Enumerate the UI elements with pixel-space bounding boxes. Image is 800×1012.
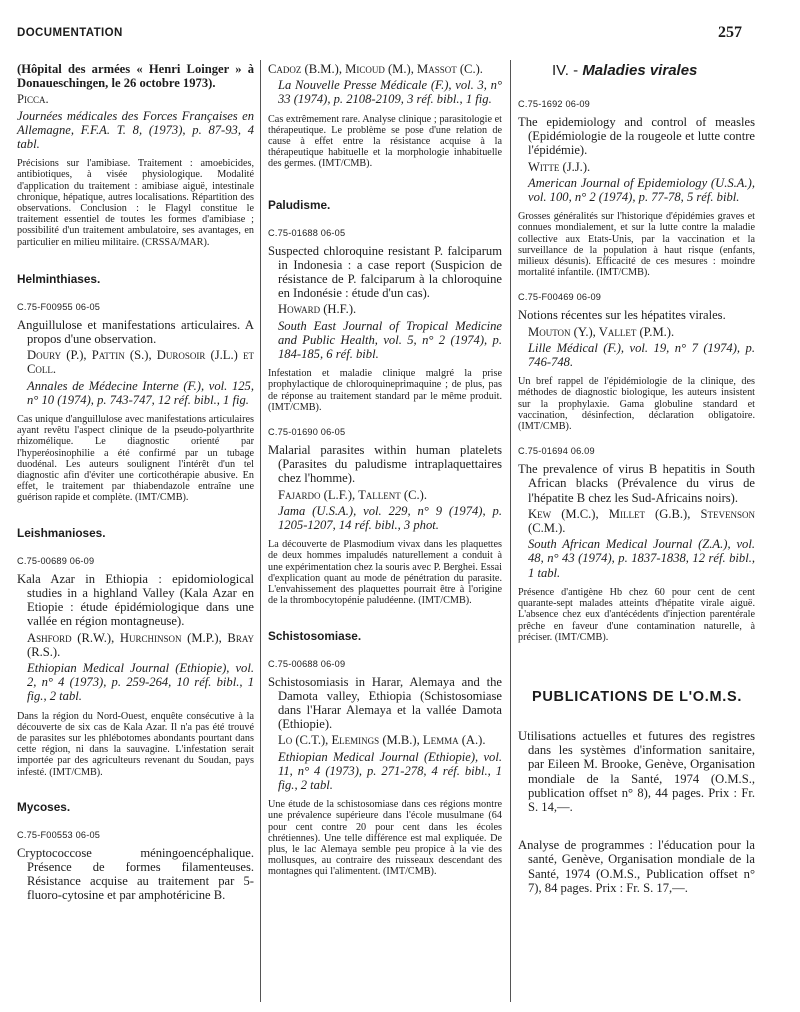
reference-journal: Lille Médical (F.), vol. 19, n° 7 (1974), p. 746-748. xyxy=(528,340,755,370)
reference-code: C.75-1692 06-09 xyxy=(518,99,590,109)
reference-title: The epidemiology and control of measles (Epidémiologie de la rougeole et lutte contre l'épidémie). xyxy=(518,115,755,158)
reference-code: C.75-F00469 06-09 xyxy=(518,292,602,303)
reference-abstract: Dans la région du Nord-Ouest, enquête consécutive à la découverte de six cas de Kala Azar. Il n'a pas été trouvé de parasites sur les phlébotomes abondants pourtant dans cette région, ni dans la sauvagine. L'infestation serait importée par des agriculteurs revenant du Soudan, pays infesté. (IMT/CMB). xyxy=(17,710,254,778)
section-heading: Schistosomiase. xyxy=(268,628,362,643)
reference-code: C.75-00688 06-09 xyxy=(268,658,346,669)
section-heading: Helminthiases. xyxy=(17,271,101,286)
reference-title: Anguillulose et manifestations articulaires. A propos d'une observation. xyxy=(17,317,254,347)
section-heading-viral xyxy=(552,62,755,79)
reference-authors: Witte (J.J.). xyxy=(528,159,591,174)
reference-authors: Mouton (Y.), Vallet (P.M.). xyxy=(528,324,675,339)
reference-journal: American Journal of Epidemiology (U.S.A.), vol. 100, n° 2 (1974), p. 77-78, 5 réf. bibl. xyxy=(528,175,755,205)
reference-code: C.75-F00955 06-05 xyxy=(17,301,101,312)
reference-title: The prevalence of virus B hepatitis in South African blacks (Prévalence du virus de l'hépatite B chez les Sud-Africains noirs). xyxy=(518,462,755,505)
reference-abstract: Infestation et maladie clinique malgré la prise prophylactique de chloroquineprimaquine ; de plus, pas de réponse au traitement standard par le même produit. (IMT/CMB). xyxy=(268,368,502,413)
reference-title: Malarial parasites within human platelets (Parasites du paludisme intraplaquettaires chez l'homme). xyxy=(268,443,502,486)
reference-code: C.75-00689 06-09 xyxy=(17,555,95,566)
reference-journal: La Nouvelle Presse Médicale (F.), vol. 3, n° 33 (1974), p. 2108-2109, 3 réf. bibl., 1 fig. xyxy=(278,78,502,107)
reference-journal: South East Journal of Tropical Medicine and Public Health, vol. 5, n° 2 (1974), p. 184-185, 6 réf. bibl. xyxy=(278,318,502,362)
reference-code: C.75-01694 06.09 xyxy=(518,446,595,457)
publications-heading: PUBLICATIONS DE L'O.M.S. xyxy=(532,688,743,705)
reference-entry xyxy=(17,556,254,778)
reference-authors: Cadoz (B.M.), Micoud (M.), Massot (C.). xyxy=(268,62,483,76)
reference-abstract: Cas extrêmement rare. Analyse clinique ; parasitologie et thérapeutique. Le problème se pose d'une relation de cause à effet entre la résistance acquise à la thérapeutique habituelle et la morphologie inhabituelle des germes. (IMT/CMB). xyxy=(268,113,502,170)
column-2 xyxy=(268,62,502,878)
reference-title: Schistosomiasis in Harar, Alemaya and the Damota valley, Ethiopia (Schistosomiase dans l'Harar Alemaya et la vallée Damota (Ethiopie). xyxy=(268,674,502,732)
reference-journal: Jama (U.S.A.), vol. 229, n° 9 (1974), p. 1205-1207, 14 réf. bibl., 3 phot. xyxy=(278,503,502,533)
reference-entry xyxy=(17,62,254,248)
reference-journal: Annales de Médecine Interne (F.), vol. 125, n° 10 (1974), p. 743-747, 12 réf. bibl., 1 fig. xyxy=(27,378,254,407)
reference-authors: Lo (C.T.), Elemings (M.B.), Lemma (A.). xyxy=(278,733,486,748)
reference-abstract: Précisions sur l'amibiase. Traitement : amoebicides, antibiotiques, à visée physiologique. Modalité d'application du traitement : amibiase aiguë, intestinale chronique, hépatique, autres localisations. Répartition des observations. Conclusion : le Flagyl constitue le traitement essentiel de toutes les formes d'amibiase ; possibilité d'un traitement ambulatoire, ses avantages, en particulier en milieu militaire. (CRSSA/MAR). xyxy=(17,158,254,248)
reference-entry xyxy=(518,99,755,278)
column-3 xyxy=(518,62,755,897)
reference-entry xyxy=(518,292,755,432)
reference-journal: Ethiopian Medical Journal (Ethiopie), vol. 2, n° 4 (1973), p. 259-264, 10 réf. bibl., 1 fig., 2 tabl. xyxy=(27,660,254,704)
reference-entry xyxy=(518,446,755,643)
reference-authors: Howard (H.F.). xyxy=(278,302,357,317)
reference-entry xyxy=(17,302,254,504)
column-divider xyxy=(510,60,511,1002)
reference-title: Notions récentes sur les hépatites virales. xyxy=(518,308,726,323)
reference-journal: South African Medical Journal (Z.A.), vol. 48, n° 43 (1974), p. 1837-1838, 12 réf. bibl., 1 tabl. xyxy=(528,537,755,580)
reference-entry xyxy=(268,427,502,606)
section-heading: Mycoses. xyxy=(17,799,71,814)
reference-code: C.75-01690 06-05 xyxy=(268,427,346,438)
reference-abstract: Une étude de la schistosomiase dans ces régions montre une prévalence supérieure dans l'école musulmane (64 pour cent contre 20 pour cent dans les écoles chrétiennes). Une telle différence est mal expliquée. De plus, le lac Alemaya semble peu propice à la vie des mollusques, au contraire des ruisseaux descendant des montagnes qui l'alimentent. (IMT/CMB). xyxy=(268,799,502,878)
reference-journal: Ethiopian Medical Journal (Ethiopie), vol. 11, n° 4 (1973), p. 271-278, 4 réf. bibl., 1 fig., 2 tabl. xyxy=(278,749,502,792)
publication-entry: Analyse de programmes : l'éducation pour la santé, Genève, Organisation mondiale de la Santé, 1974 (O.M.S., Publication offset n° 7), 84 pages. Prix : Fr. S. 17,—. xyxy=(518,838,755,895)
section-heading: Paludisme. xyxy=(268,197,331,212)
reference-code: C.75-F00553 06-05 xyxy=(17,829,101,840)
reference-entry xyxy=(268,228,502,413)
section-heading: Leishmanioses. xyxy=(17,525,106,540)
column-divider xyxy=(260,60,261,1002)
reference-authors: Ashford (R.W.), Hurchinson (M.P.), Bray (R.S.). xyxy=(27,630,254,659)
reference-abstract: Cas unique d'anguillulose avec manifestations articulaires ayant revêtu l'aspect clinique de la pseudo-polyarthrite rhizomélique. Le diagnostic orienté par l'hyperéosinophilie a été confirmé par un tubage duodénal. Les auteurs soulignent l'intérêt d'un tel diagnostic afin d'éviter une corticothérapie abusive. En effet, le traitement par thiabendazole entraîne une guérison rapide et complète. (IMT/CMB). xyxy=(17,414,254,504)
reference-abstract: Un bref rappel de l'épidémiologie de la clinique, des méthodes de diagnostic biologique, les auteurs insistent sur la prophylaxie. Gama globuline standard et vaccination, désinfection, déclaration obligatoire. (IMT/CMB). xyxy=(518,376,755,433)
reference-journal: Journées médicales des Forces Françaises en Allemagne, F.F.A. T. 8, (1973), p. 87-93, 4 tabl. xyxy=(17,108,254,152)
reference-abstract: La découverte de Plasmodium vivax dans les plaquettes de deux hommes impaludés naturellement a conduit à une expérimentation chez la souris avec P. Berghei. Essai d'explication quant au mode de pénétration du parasite. L'envahissement des plaquettes pourrait être à l'origine de la thrombocytopénie paludéenne. (IMT/CMB). xyxy=(268,539,502,607)
section-title: Maladies virales xyxy=(582,62,698,79)
running-title: DOCUMENTATION xyxy=(17,27,123,39)
reference-title: Cryptococcose méningoencéphalique. Présence de formes filamenteuses. Résistance acquise au traitement par 5-fluoro-cytosine et par amphotéricine B. xyxy=(17,845,254,903)
reference-entry xyxy=(268,62,502,170)
reference-abstract: Grosses généralités sur l'historique d'épidémies graves et connues mondialement, et sur la lutte contre la maladie collective aux Etats-Unis, par la vaccination et la surveillance de la population à haut risque (enfants, milieux désunis). Efficacité de ces mesures : moindre mortalité infantile. (IMT/CMB). xyxy=(518,211,755,279)
reference-authors: Fajardo (L.F.), Tallent (C.). xyxy=(278,487,428,502)
reference-title: Kala Azar in Ethiopia : epidomiological studies in a highland Valley (Kala Azar en Etiopie : étude épidémiologique dans une vallée en région montagneuse). xyxy=(17,571,254,629)
reference-authors: Kew (M.C.), Millet (G.B.), Stevenson (C.M.). xyxy=(528,506,755,536)
reference-authors: Doury (P.), Pattin (S.), Durosoir (J.L.) et Coll. xyxy=(27,348,254,377)
reference-authors: Picca. xyxy=(17,92,49,107)
publication-entry: Utilisations actuelles et futures des registres dans les systèmes d'information sanitaire, par Eileen M. Brooke, Genève, Organisation mondiale de la Santé, 1974 (O.M.S., publication offset n° 8), 44 pages. Prix : Fr. S. 14,—. xyxy=(518,728,755,814)
reference-title: Suspected chloroquine resistant P. falciparum in Indonesia : a case report (Suspicion de résistance de P. falciparum à la chloroquine en Indonésie : étude d'un cas). xyxy=(268,243,502,301)
reference-abstract: Présence d'antigène Hb chez 60 pour cent de cent quarante-sept malades atteints d'hépatite virale aiguë. L'absence chez eux d'antécédents d'injection parentérale prêche en faveur d'une contamination naturelle, à préciser. (IMT/CMB). xyxy=(518,586,755,643)
reference-entry xyxy=(17,830,254,903)
reference-code: C.75-01688 06-05 xyxy=(268,227,346,238)
page-number: 257 xyxy=(718,24,742,41)
section-number: IV. - xyxy=(552,62,579,79)
column-1 xyxy=(17,62,254,905)
reference-title: (Hôpital des armées « Henri Loinger » à Donaueschingen, le 26 octobre 1973). xyxy=(17,62,254,91)
reference-entry xyxy=(268,659,502,878)
